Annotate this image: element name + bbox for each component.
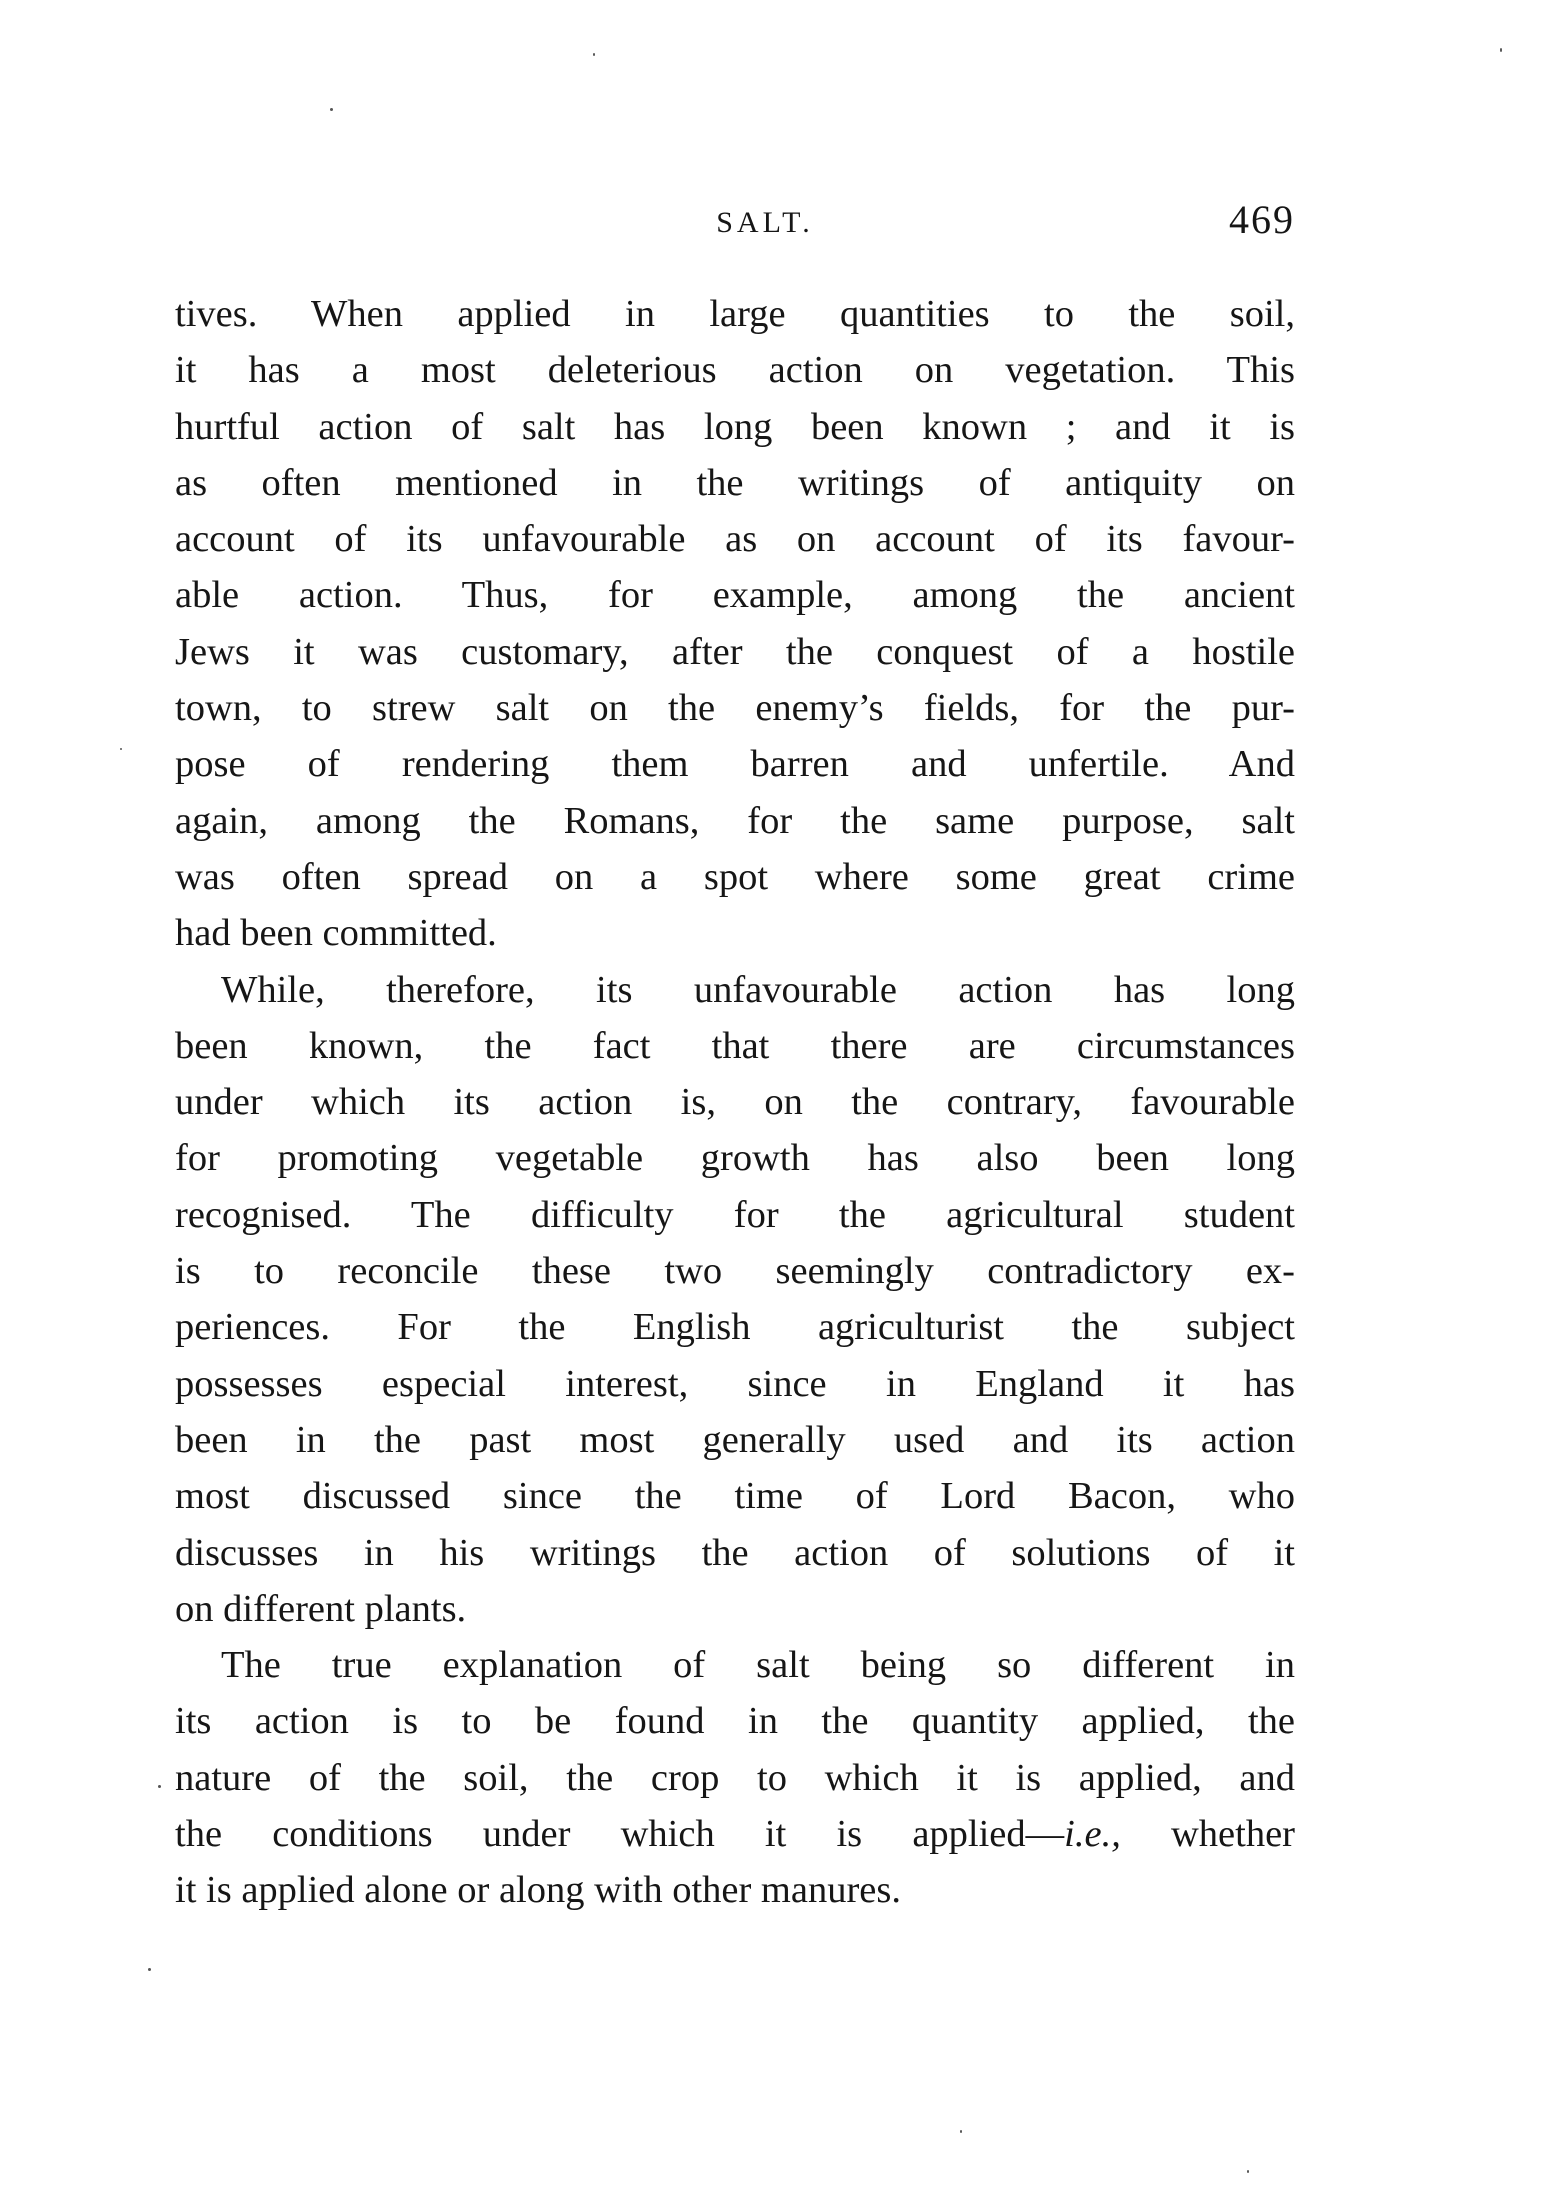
running-title: SALT. bbox=[716, 206, 814, 239]
text-line: it has a most deleterious action on vegetation. This bbox=[175, 349, 1295, 392]
text-line: recognised. The difficulty for the agricultural student bbox=[175, 1193, 1295, 1236]
text-line: most discussed since the time of Lord Bacon, who bbox=[175, 1475, 1295, 1518]
em-dash: — bbox=[1025, 1813, 1065, 1856]
scan-speck bbox=[330, 108, 333, 111]
text-line: able action. Thus, for example, among the ancient bbox=[175, 574, 1295, 617]
scan-speck bbox=[148, 1968, 151, 1971]
italic-abbreviation: i.e., bbox=[1064, 1813, 1121, 1856]
paragraph-1 bbox=[175, 286, 1295, 962]
text-line: under which its action is, on the contrary, favourable bbox=[175, 1081, 1295, 1124]
line-text-rest: whether bbox=[1120, 1813, 1296, 1856]
scan-speck bbox=[1500, 48, 1502, 52]
scan-speck bbox=[158, 1785, 161, 1788]
scan-speck bbox=[593, 53, 595, 56]
scan-speck bbox=[960, 2130, 962, 2133]
page-number: 469 bbox=[1229, 197, 1295, 242]
text-line: again, among the Romans, for the same purpose, salt bbox=[175, 799, 1295, 842]
text-line: While, therefore, its unfavourable action has long bbox=[221, 968, 1295, 1011]
body-text bbox=[175, 286, 1295, 1919]
scan-speck bbox=[1247, 2170, 1249, 2173]
text-line: Jews it was customary, after the conquest of a hostile bbox=[175, 630, 1295, 673]
scan-speck bbox=[120, 748, 122, 750]
text-line: its action is to be found in the quantity applied, the bbox=[175, 1700, 1295, 1743]
text-line: possesses especial interest, since in England it has bbox=[175, 1362, 1295, 1405]
text-line: was often spread on a spot where some great crime bbox=[175, 855, 1295, 898]
text-line: on different plants. bbox=[175, 1587, 467, 1630]
text-line: pose of rendering them barren and unfertile. And bbox=[175, 743, 1295, 786]
text-line: as often mentioned in the writings of antiquity on bbox=[175, 461, 1295, 504]
text-line: account of its unfavourable as on account of its favour- bbox=[175, 518, 1295, 561]
text-line: nature of the soil, the crop to which it is applied, and bbox=[175, 1756, 1295, 1799]
line-text: the conditions under which it is applied bbox=[175, 1813, 1026, 1856]
paragraph-3 bbox=[175, 1637, 1295, 1918]
running-head bbox=[175, 196, 1295, 256]
text-line: periences. For the English agriculturist the subject bbox=[175, 1306, 1295, 1349]
text-line: been in the past most generally used and its action bbox=[175, 1418, 1295, 1461]
text-line-with-italic bbox=[175, 1806, 1295, 1862]
text-line: discusses in his writings the action of solutions of it bbox=[175, 1531, 1295, 1574]
text-line: it is applied alone or along with other manures. bbox=[175, 1869, 901, 1912]
text-line: for promoting vegetable growth has also been long bbox=[175, 1137, 1295, 1180]
text-line: is to reconcile these two seemingly contradictory ex- bbox=[175, 1250, 1295, 1293]
text-line: The true explanation of salt being so different in bbox=[221, 1644, 1295, 1687]
text-line: been known, the fact that there are circumstances bbox=[175, 1024, 1295, 1067]
text-line: town, to strew salt on the enemy’s fields, for the pur- bbox=[175, 687, 1295, 730]
paragraph-2 bbox=[175, 962, 1295, 1638]
text-line: had been committed. bbox=[175, 912, 497, 955]
text-line: hurtful action of salt has long been known ; and it is bbox=[175, 405, 1295, 448]
text-line: tives. When applied in large quantities to the soil, bbox=[175, 293, 1295, 335]
